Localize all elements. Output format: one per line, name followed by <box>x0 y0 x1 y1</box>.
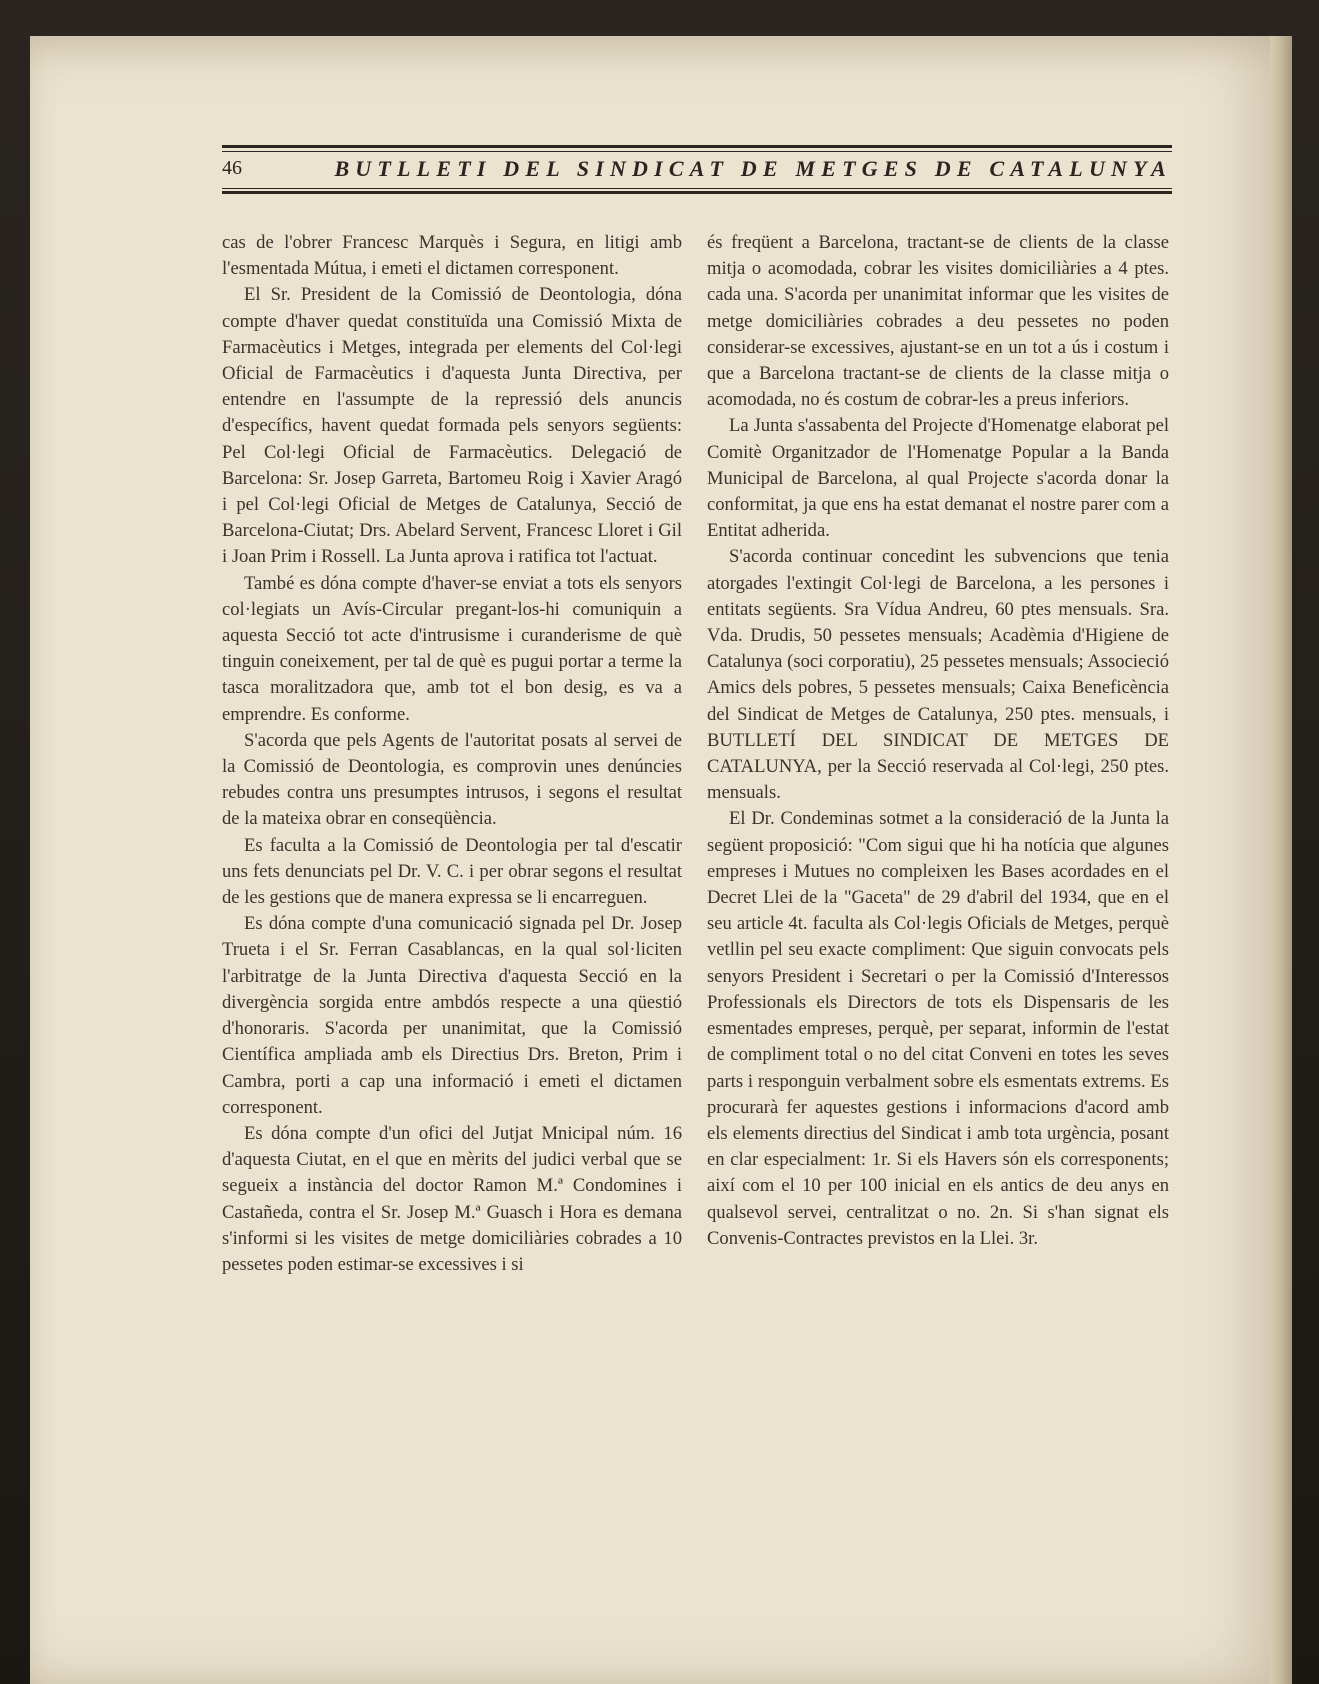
page-number: 46 <box>222 157 242 179</box>
paragraph: Es faculta a la Comissió de Deontologia per tal d'escatir uns fets denunciats pel Dr. V. C. i per obrar segons el resultat de les gestions que de manera expressa se li encarreguen. <box>222 834 682 909</box>
header-rule-bottom-thin <box>222 188 1172 189</box>
paragraph: El Sr. President de la Comissió de Deontologia, dóna compte d'haver quedat constituïda una Comissió Mixta de Farmacèutics i Metges, integrada per elements del Col·legi Oficial de Farmacèutics i d'aquesta Junta Directiva, per entendre en l'assumpte de la repressió dels anuncis d'específics, havent quedat formada pels senyors següents: Pel Col·legi Oficial de Farmacèutics. Delegació de Barcelona: Sr. Josep Garreta, Bartomeu Roig i Xavier Aragó i pel Col·legi Oficial de Metges de Catalunya, Secció de Barcelona-Ciutat; Drs. Abelard Servent, Francesc Lloret i Gil i Joan Prim i Rossell. La Junta aprova i ratifica tot l'actuat. <box>222 284 682 568</box>
header-rule-top <box>222 145 1172 148</box>
paragraph: cas de l'obrer Francesc Marquès i Segura, en litigi amb l'esmentada Mútua, i emeti el dictamen corresponent. <box>222 232 682 280</box>
paragraph: S'acorda que pels Agents de l'autoritat posats al servei de la Comissió de Deontologia, es comprovin unes denúncies rebudes contra uns presumptes intrusos, i segons el resultat de la mateixa obrar en conseqüència. <box>222 729 682 830</box>
header-rule-bottom <box>222 191 1172 194</box>
paragraph: és freqüent a Barcelona, tractant-se de clients de la classe mitja o acomodada, cobrar les visites domiciliàries a 4 ptes. cada una. S'acorda per unanimitat informar que les visites de metge domiciliàries cobrades a deu pessetes no poden considerar-se excessives, ajustant-se en un tot a ús i costum i que a Barcelona tractant-se de clients de la classe mitja o acomodada, no és costum de cobrar-les a preus inferiors. <box>707 232 1169 411</box>
paragraph: S'acorda continuar concedint les subvencions que tenia atorgades l'extingit Col·legi de Barcelona, a les persones i entitats següents. Sra Vídua Andreu, 60 ptes mensuals. Sra. Vda. Drudis, 50 pessetes mensuals; Acadèmia d'Higiene de Catalunya (soci corporatiu), 25 pessetes mensuals; Associeció Amics dels pobres, 5 pessetes mensuals; Caixa Beneficència del Sindicat de Metges de Catalunya, 250 ptes. mensuals, i BUTLLETÍ DEL SINDICAT DE METGES DE CATALUNYA, per la Secció reservada al Col·legi, 250 ptes. mensuals. <box>707 546 1169 804</box>
paragraph: El Dr. Condeminas sotmet a la consideració de la Junta la següent proposició: "Com sigui que hi ha notícia que algunes empreses i Mutues no compleixen les Bases acordades en el Decret Llei de la "Gaceta" de 29 d'abril del 1934, que en el seu article 4t. faculta als Col·legis Oficials de Metges, perquè vetllin pel seu exacte compliment: Que siguin convocats pels senyors President i Secretari o per la Comissió d'Interessos Professionals els Directors de tots els Dispensaris de les esmentades empreses, perquè, per separat, informin de l'estat de compliment total o no del citat Conveni en totes les seves parts i responguin verbalment sobre els esmentats extrems. Es procurarà fer aquestes gestions i informacions d'acord amb els elements directius del Sindicat i amb tota urgència, posant en clar especialment: 1r. Si els Havers són els corresponents; així com el 10 per 100 inicial en els antics de deu anys en qualsevol servei, centralitzat o no. 2n. Si s'han signat els Convenis-Contractes previstos en la Llei. 3r. <box>707 808 1169 1249</box>
paragraph: La Junta s'assabenta del Projecte d'Homenatge elaborat pel Comitè Organitzador de l'Homenatge Popular a la Banda Municipal de Barcelona, al qual Projecte s'acorda donar la conformitat, ja que ens ha estat demanat el nostre parer com a Entitat adherida. <box>707 415 1169 542</box>
header-rule-top-thin <box>222 151 1172 152</box>
paragraph: Es dóna compte d'un ofici del Jutjat Mnicipal núm. 16 d'aquesta Ciutat, en el que en mèrits del judici verbal que se segueix a instància del doctor Ramon M.ª Condomines i Castañeda, contra el Sr. Josep M.ª Guasch i Hora es demana s'informi si les visites de metge domiciliàries cobrades a 10 pessetes poden estimar-se excessives i si <box>222 1122 682 1275</box>
page-edge <box>1270 36 1292 1684</box>
journal-title: BUTLLETI DEL SINDICAT DE METGES DE CATALUNYA <box>334 156 1172 181</box>
paragraph: Es dóna compte d'una comunicació signada pel Dr. Josep Trueta i el Sr. Ferran Casablancas, en la qual sol·liciten l'arbitratge de la Junta Directiva d'aquesta Secció en la divergència sorgida entre ambdós respecte a una qüestió d'honoraris. S'acorda per unanimitat, que la Comissió Científica ampliada amb els Directius Drs. Breton, Prim i Cambra, porti a cap una informació i emeti el dictamen corresponent. <box>222 913 682 1118</box>
right-column <box>707 230 1169 1252</box>
left-column <box>222 230 682 1278</box>
paragraph: També es dóna compte d'haver-se enviat a tots els senyors col·legiats un Avís-Circular pregant-los-hi comuniquin a aquesta Secció tot acte d'intrusisme i curanderisme de què tinguin coneixement, per tal de què es pugui portar a terme la tasca moralitzadora que, amb tot el bon desig, es va a emprendre. Es conforme. <box>222 572 682 725</box>
running-header <box>222 145 1172 195</box>
